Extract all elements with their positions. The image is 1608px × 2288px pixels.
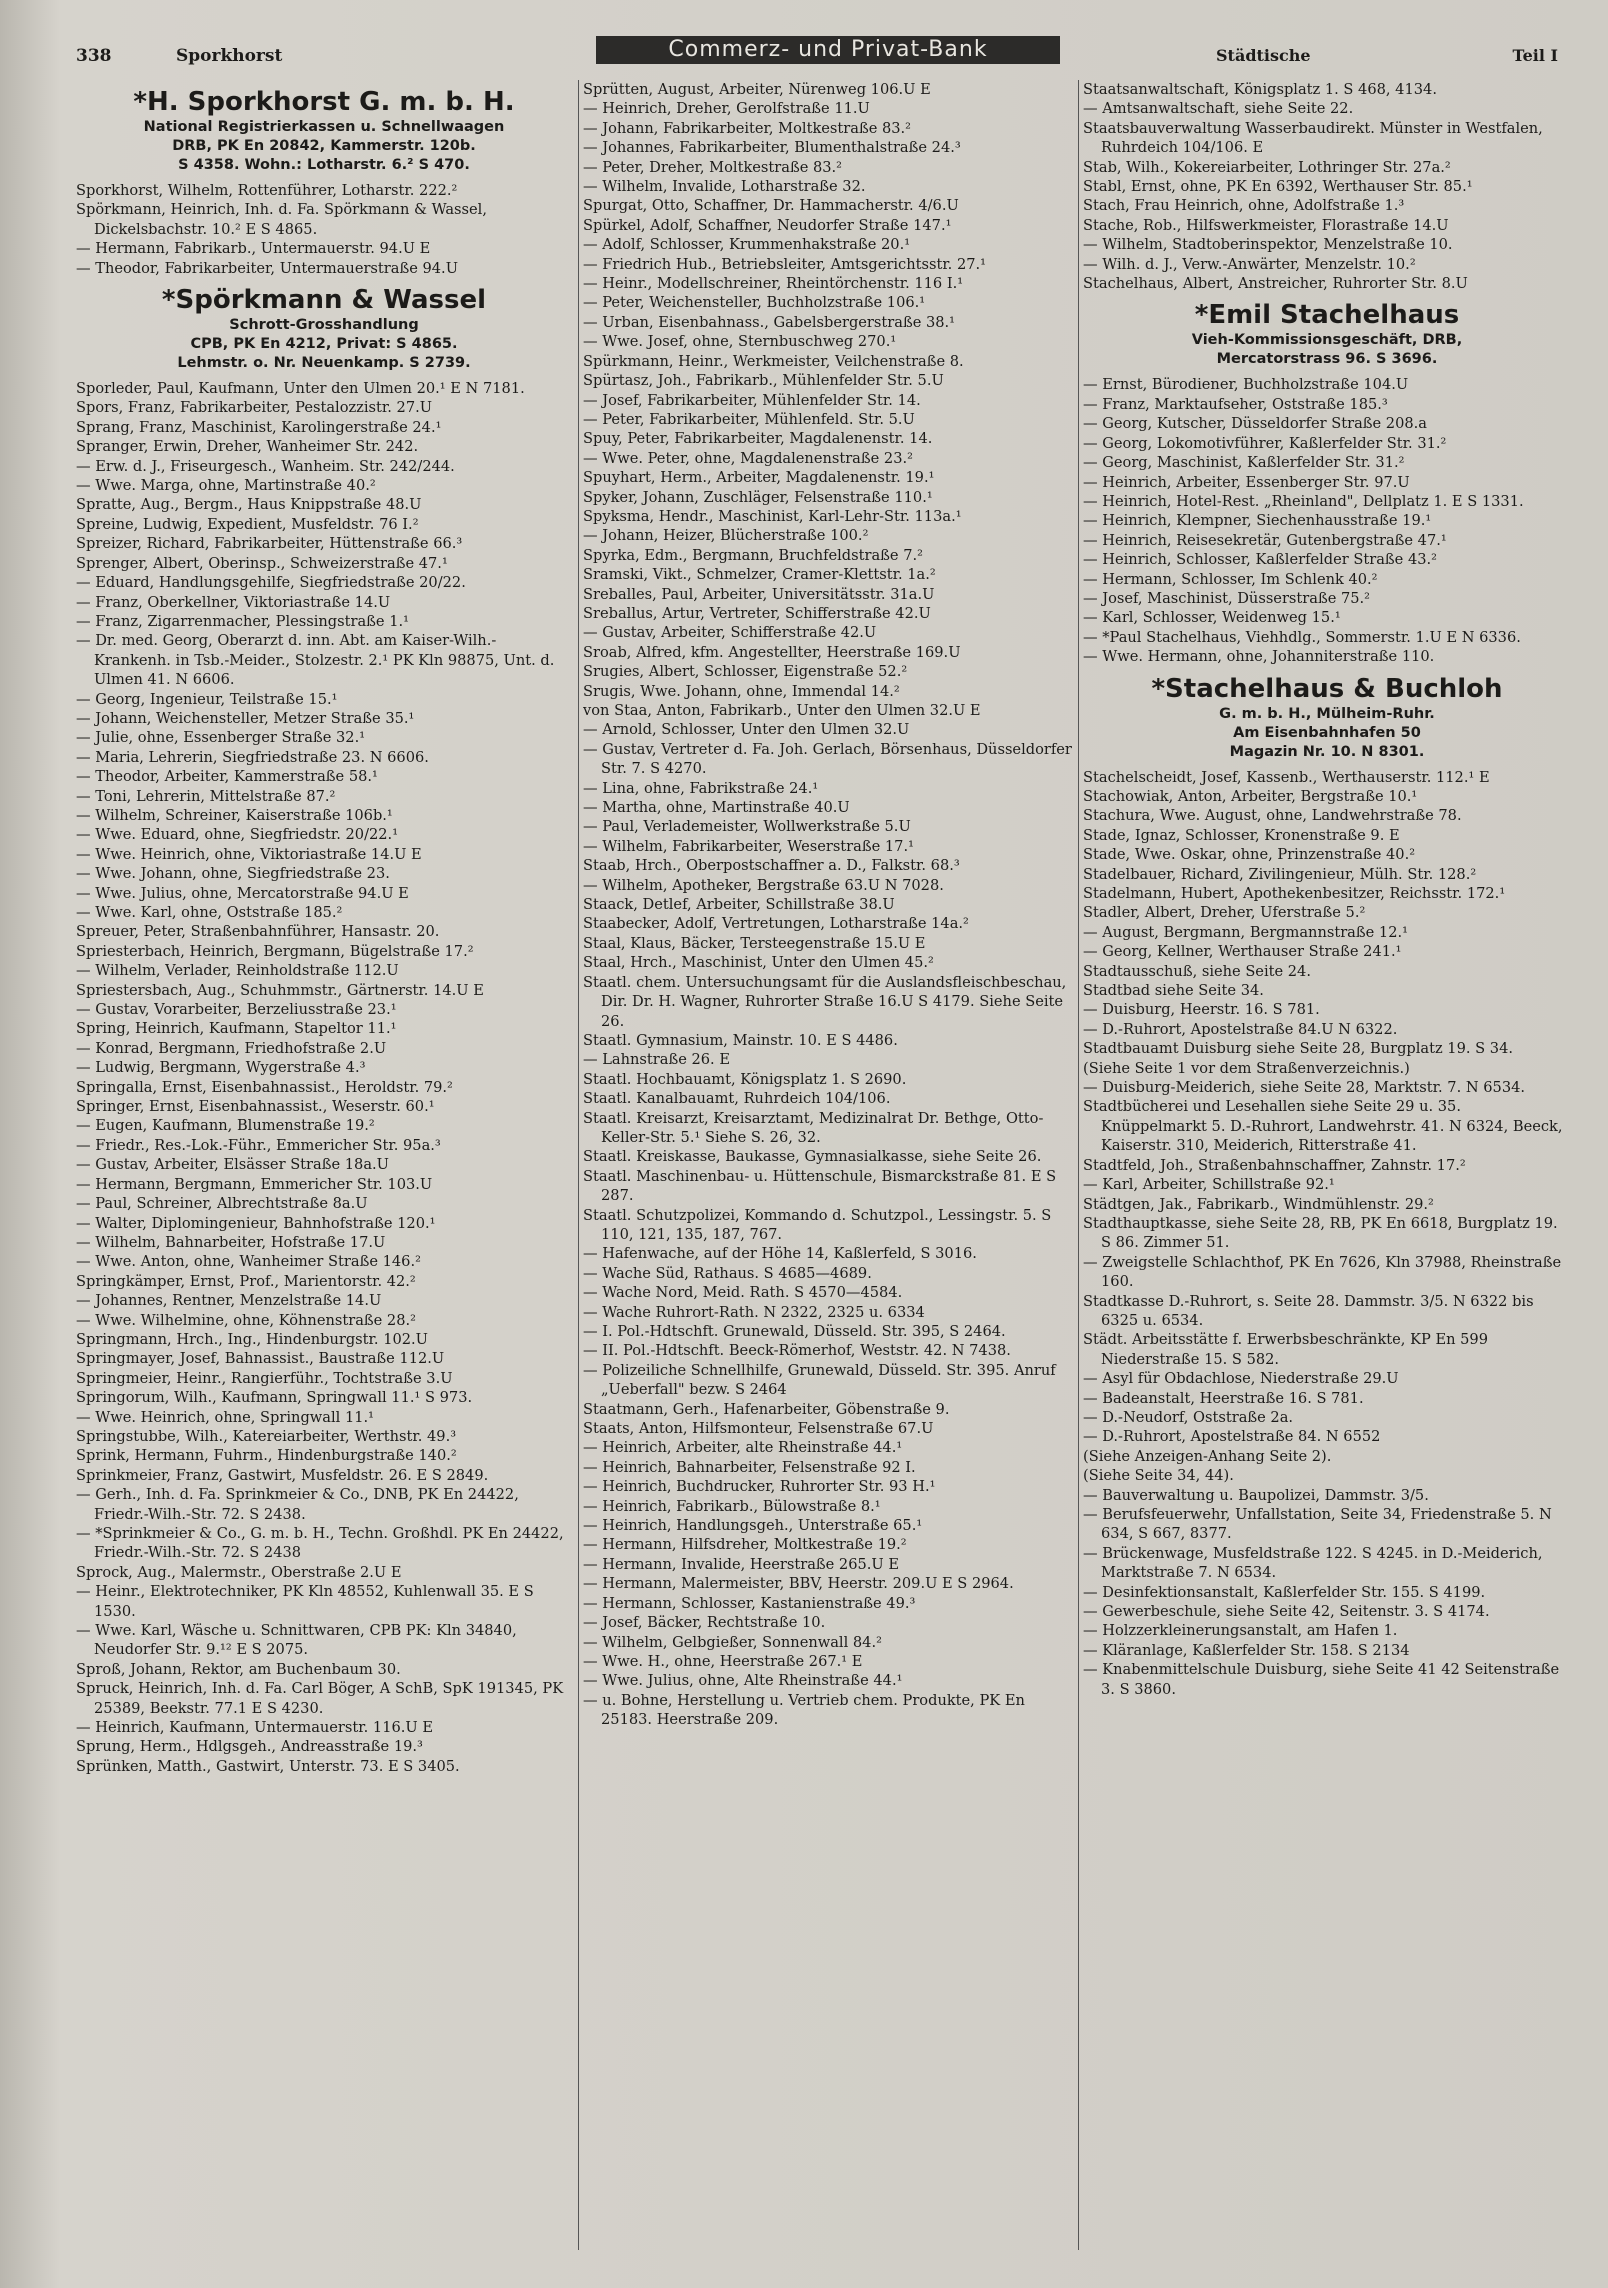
directory-entry: Sporkhorst, Wilhelm, Rottenführer, Lotharstr. 222.² [76, 182, 458, 199]
directory-entry: — Polizeiliche Schnellhilfe, Grunewald, Düsseld. Str. 395. Anruf „Ueberfall" bezw. S 2464 [583, 1361, 1056, 1399]
directory-entry: Sprock, Aug., Malermstr., Oberstraße 2.U E [76, 1563, 402, 1581]
directory-entry: — Lina, ohne, Fabrikstraße 24.¹ [583, 779, 819, 797]
directory-entry: Spyker, Johann, Zuschläger, Felsenstraße 110.¹ [583, 488, 933, 506]
directory-entry: — Hermann, Hilfsdreher, Moltkestraße 19.² [583, 1536, 907, 1554]
entry-list [1083, 375, 1571, 666]
header-center-word: Städtische [1216, 46, 1311, 65]
directory-entry: Sreballes, Paul, Arbeiter, Universitätsstr. 31a.U [583, 585, 935, 603]
directory-entry: — Wwe. Julius, ohne, Alte Rheinstraße 44.¹ [583, 1672, 903, 1690]
directory-entry: — Wwe. Johann, ohne, Siegfriedstraße 23. [76, 865, 390, 883]
directory-entry: — Walter, Diplomingenieur, Bahnhofstraße 120.¹ [76, 1214, 436, 1232]
directory-entry: Staack, Detlef, Arbeiter, Schillstraße 38.U [583, 896, 895, 914]
directory-entry: — Heinrich, Bahnarbeiter, Felsenstraße 92 I. [583, 1458, 916, 1476]
directory-entry: — Eduard, Handlungsgehilfe, Siegfriedstraße 20/22. [76, 574, 466, 592]
directory-entry: — Dr. med. Georg, Oberarzt d. inn. Abt. am Kaiser-Wilh.-Krankenh. in Tsb.-Meider., Stolzestr. 2.¹ PK Kln 98875, Unt. d. Ulmen 41. N 6606. [76, 632, 555, 689]
directory-entry: — Berufsfeuerwehr, Unfallstation, Seite 34, Friedenstraße 5. N 634, S 667, 8377. [1083, 1506, 1552, 1543]
directory-entry: — Kläranlage, Kaßlerfelder Str. 158. S 2134 [1083, 1641, 1410, 1659]
directory-entry: (Siehe Anzeigen-Anhang Seite 2). [1083, 1447, 1332, 1465]
directory-entry: Spürtasz, Joh., Fabrikarb., Mühlenfelder Str. 5.U [583, 372, 944, 390]
directory-entry: Staatl. Maschinenbau- u. Hüttenschule, Bismarckstraße 81. E S 287. [583, 1167, 1057, 1205]
directory-entry: — Hermann, Schlosser, Kastanienstraße 49.³ [583, 1594, 916, 1612]
directory-entry: — Gustav, Vorarbeiter, Berzeliusstraße 23.¹ [76, 1001, 397, 1019]
directory-entry: — Josef, Bäcker, Rechtstraße 10. [583, 1614, 826, 1632]
directory-entry: — Johann, Heizer, Blücherstraße 100.² [583, 527, 869, 545]
directory-entry: Städt. Arbeitsstätte f. Erwerbsbeschränkte, KP En 599 Niederstraße 15. S 582. [1083, 1331, 1488, 1368]
header-left-word: Sporkhorst [176, 46, 283, 66]
directory-entry: — Ernst, Bürodiener, Buchholzstraße 104.U [1083, 376, 1409, 394]
directory-entry: — Duisburg, Heerstr. 16. S 781. [1083, 1001, 1320, 1019]
directory-entry: Sproß, Johann, Rektor, am Buchenbaum 30. [76, 1660, 401, 1678]
directory-entry: — Wilhelm, Fabrikarbeiter, Weserstraße 17.¹ [583, 837, 914, 855]
directory-entry: Staatl. Kanalbauamt, Ruhrdeich 104/106. [583, 1090, 891, 1108]
directory-entry: Springorum, Wilh., Kaufmann, Springwall 11.¹ S 973. [76, 1389, 473, 1407]
directory-entry: — u. Bohne, Herstellung u. Vertrieb chem. Produkte, PK En 25183. Heerstraße 209. [583, 1691, 1025, 1729]
directory-entry: — I. Pol.-Hdtschft. Grunewald, Düsseld. Str. 395, S 2464. [583, 1323, 1006, 1340]
directory-entry: — Lahnstraße 26. E [583, 1051, 730, 1069]
directory-entry: Staatl. Hochbauamt, Königsplatz 1. S 2690. [583, 1070, 907, 1088]
directory-entry: Spriestersbach, Aug., Schuhmmstr., Gärtnerstr. 14.U E [76, 981, 484, 999]
directory-entry: Spors, Franz, Fabrikarbeiter, Pestalozzistr. 27.U [76, 399, 433, 417]
directory-entry: Stade, Wwe. Oskar, ohne, Prinzenstraße 40.² [1083, 846, 1416, 864]
directory-entry: — Heinrich, Klempner, Siechenhausstraße 19.¹ [1083, 512, 1432, 530]
directory-entry: — Arnold, Schlosser, Unter den Ulmen 32.U [583, 721, 910, 739]
directory-entry: — Wilhelm, Invalide, Lotharstraße 32. [583, 178, 866, 196]
directory-entry: Stab, Wilh., Kokereiarbeiter, Lothringer Str. 27a.² [1083, 158, 1451, 176]
header-right-word: Teil I [1512, 46, 1558, 65]
directory-entry: von Staa, Anton, Fabrikarb., Unter den Ulmen 32.U E [583, 702, 981, 719]
directory-entry: — Johann, Fabrikarbeiter, Moltkestraße 83.² [583, 119, 912, 137]
directory-entry: — Wwe. Julius, ohne, Mercatorstraße 94.U E [76, 884, 409, 902]
directory-entry: — II. Pol.-Hdtschft. Beeck-Römerhof, Weststr. 42. N 7438. [583, 1342, 1011, 1360]
directory-entry: — Peter, Dreher, Moltkestraße 83.² [583, 158, 843, 176]
directory-entry: — Ludwig, Bergmann, Wygerstraße 4.³ [76, 1059, 366, 1077]
directory-entry: (Siehe Seite 1 vor dem Straßenverzeichnis.) [1083, 1059, 1410, 1077]
advert-stachelhaus-buchloh [1083, 673, 1571, 762]
directory-entry: — Wwe. Peter, ohne, Magdalenenstraße 23.² [583, 449, 913, 467]
directory-entry: Staatsbauverwaltung Wasserbaudirekt. Münster in Westfalen, Ruhrdeich 104/106. E [1083, 119, 1543, 157]
directory-entry: Srugis, Wwe. Johann, ohne, Immendal 14.² [583, 682, 900, 700]
directory-entry: — Georg, Kutscher, Düsseldorfer Straße 208.a [1083, 415, 1427, 433]
directory-entry: Spörkmann, Heinrich, Inh. d. Fa. Spörkmann & Wassel, Dickelsbachstr. 10.² E S 4865. [76, 201, 487, 238]
directory-entry: Stadtbauamt Duisburg siehe Seite 28, Burgplatz 19. S 34. [1083, 1040, 1514, 1058]
directory-entry: — Heinr., Elektrotechniker, PK Kln 48552, Kuhlenwall 35. E S 1530. [76, 1583, 534, 1620]
advert-line: Vieh-Kommissionsgeschäft, DRB, [1191, 332, 1463, 349]
advert-line: CPB, PK En 4212, Privat: S 4865. [190, 336, 458, 353]
directory-entry: Stach, Frau Heinrich, ohne, Adolfstraße 1.³ [1083, 197, 1405, 215]
directory-entry: — Brückenwage, Musfeldstraße 122. S 4245. in D.-Meiderich, Marktstraße 7. N 6534. [1083, 1544, 1543, 1582]
directory-entry: — Gustav, Arbeiter, Elsässer Straße 18a.U [76, 1156, 389, 1174]
directory-entry: — Paul, Verlademeister, Wollwerkstraße 5.U [583, 818, 911, 836]
directory-entry: — Heinrich, Arbeiter, Essenberger Str. 97.U [1083, 473, 1410, 491]
directory-entry: — Hermann, Fabrikarb., Untermauerstr. 94.U E [76, 240, 431, 258]
directory-entry: — Holzzerkleinerungsanstalt, am Hafen 1. [1083, 1622, 1398, 1640]
directory-entry: — Wwe. Karl, Wäsche u. Schnittwaren, CPB PK: Kln 34840, Neudorfer Str. 9.¹² E S 2075. [76, 1622, 517, 1659]
directory-entry: — Martha, ohne, Martinstraße 40.U [583, 799, 850, 817]
directory-entry: Springmayer, Josef, Bahnassist., Baustraße 112.U [76, 1350, 445, 1368]
advert-title: *H. Sporkhorst G. m. b. H. [133, 87, 515, 117]
directory-entry: Sprünken, Matth., Gastwirt, Unterstr. 73. E S 3405. [76, 1757, 460, 1775]
directory-entry: — Paul, Schreiner, Albrechtstraße 8a.U [76, 1195, 368, 1213]
directory-entry: Stade, Ignaz, Schlosser, Kronenstraße 9. E [1083, 826, 1400, 844]
directory-entry: Springer, Ernst, Eisenbahnassist., Weserstr. 60.¹ [76, 1098, 435, 1116]
directory-entry: Stachowiak, Anton, Arbeiter, Bergstraße 10.¹ [1083, 787, 1418, 805]
advert-emil-stachelhaus [1083, 299, 1571, 369]
directory-entry: Sprütten, August, Arbeiter, Nürenweg 106.U E [583, 81, 931, 98]
directory-entry: — Wilh. d. J., Verw.-Anwärter, Menzelstr. 10.² [1083, 255, 1416, 273]
directory-entry: Staatl. Kreisarzt, Kreisarztamt, Medizinalrat Dr. Bethge, Otto-Keller-Str. 5.¹ Siehe S. 26, 32. [583, 1109, 1044, 1146]
directory-entry: — D.-Ruhrort, Apostelstraße 84.U N 6322. [1083, 1020, 1398, 1038]
directory-entry: — Friedrich Hub., Betriebsleiter, Amtsgerichtsstr. 27.¹ [583, 255, 987, 273]
directory-entry: Staatmann, Gerh., Hafenarbeiter, Göbenstraße 9. [583, 1400, 950, 1418]
directory-entry: Spruck, Heinrich, Inh. d. Fa. Carl Böger, A SchB, SpK 191345, PK 25389, Beekstr. 77.1 E S 4230. [76, 1680, 564, 1717]
column-1 [76, 80, 572, 2250]
directory-entry: Staab, Hrch., Oberpostschaffner a. D., Falkstr. 68.³ [583, 857, 960, 875]
directory-entry: — Urban, Eisenbahnass., Gabelsbergerstraße 38.¹ [583, 313, 956, 331]
directory-entry: — Wache Nord, Meid. Rath. S 4570—4584. [583, 1284, 903, 1302]
directory-entry: Staal, Klaus, Bäcker, Tersteegenstraße 15.U E [583, 934, 926, 952]
directory-entry: Staatl. Gymnasium, Mainstr. 10. E S 4486. [583, 1031, 898, 1049]
advert-title: *Emil Stachelhaus [1194, 300, 1460, 331]
directory-entry: — Zweigstelle Schlachthof, PK En 7626, Kln 37988, Rheinstraße 160. [1083, 1253, 1562, 1291]
entry-list [1083, 768, 1571, 1700]
directory-entry: — Karl, Arbeiter, Schillstraße 92.¹ [1083, 1176, 1335, 1194]
directory-entry: — Wwe. Karl, ohne, Oststraße 185.² [76, 904, 343, 921]
directory-entry: Stabl, Ernst, ohne, PK En 6392, Werthauser Str. 85.¹ [1083, 178, 1473, 196]
directory-entry: Sprinkmeier, Franz, Gastwirt, Musfeldstr. 26. E S 2849. [76, 1466, 489, 1484]
directory-entry: — Peter, Weichensteller, Buchholzstraße 106.¹ [583, 294, 926, 312]
directory-entry: Staal, Hrch., Maschinist, Unter den Ulmen 45.² [583, 954, 934, 972]
entry-list [76, 181, 572, 278]
advert-line: Schrott-Grosshandlung [229, 317, 419, 334]
directory-entry: — Wilhelm, Gelbgießer, Sonnenwall 84.² [583, 1633, 882, 1651]
directory-entry: — Gewerbeschule, siehe Seite 42, Seitenstr. 3. S 4174. [1083, 1603, 1490, 1621]
directory-entry: Sprink, Hermann, Fuhrm., Hindenburgstraße 140.² [76, 1447, 457, 1465]
directory-entry: — Bauverwaltung u. Baupolizei, Dammstr. 3/5. [1083, 1486, 1429, 1504]
directory-entry: — Wilhelm, Bahnarbeiter, Hofstraße 17.U [76, 1233, 386, 1251]
directory-entry: Stachelhaus, Albert, Anstreicher, Ruhrorter Str. 8.U [1083, 275, 1468, 293]
advert-line: Magazin Nr. 10. N 8301. [1229, 743, 1425, 760]
directory-entry: — Adolf, Schlosser, Krummenhakstraße 20.¹ [583, 236, 911, 254]
directory-entry: Städtgen, Jak., Fabrikarb., Windmühlenstr. 29.² [1083, 1195, 1434, 1213]
entry-list [76, 379, 572, 1776]
directory-entry: — Theodor, Fabrikarbeiter, Untermauerstraße 94.U [76, 259, 458, 277]
page-number: 338 [76, 46, 112, 66]
directory-entry: Stadtbücherei und Lesehallen siehe Seite 29 u. 35. Knüppelmarkt 5. D.-Ruhrort, Landwehrstr. 41. N 6324, Beeck, Kaiserstr. 310, Meiderich, Ritterstraße 41. [1083, 1098, 1563, 1155]
directory-entry: Spuy, Peter, Fabrikarbeiter, Magdalenenstr. 14. [583, 430, 933, 448]
directory-entry: Stadler, Albert, Dreher, Uferstraße 5.² [1083, 904, 1366, 922]
directory-entry: — Gustav, Vertreter d. Fa. Joh. Gerlach, Börsenhaus, Düsseldorfer Str. 7. S 4270. [583, 740, 1072, 778]
directory-entry: Stadtkasse D.-Ruhrort, s. Seite 28. Dammstr. 3/5. N 6322 bis 6325 u. 6534. [1083, 1292, 1534, 1329]
directory-entry: — Heinrich, Arbeiter, alte Rheinstraße 44.¹ [583, 1439, 903, 1457]
directory-entry: — Hermann, Malermeister, BBV, Heerstr. 209.U E S 2964. [583, 1575, 1014, 1593]
directory-entry: — Wwe. Wilhelmine, ohne, Köhnenstraße 28.² [76, 1311, 416, 1329]
advert-title: *Spörkmann & Wassel [161, 285, 487, 316]
column-2 [578, 80, 1077, 2250]
advert-line: G. m. b. H., Mülheim-Ruhr. [1219, 705, 1435, 722]
directory-entry: Spring, Heinrich, Kaufmann, Stapeltor 11.¹ [76, 1020, 397, 1038]
directory-entry: — Georg, Ingenieur, Teilstraße 15.¹ [76, 690, 338, 708]
directory-entry: — Heinrich, Dreher, Gerolfstraße 11.U [583, 100, 870, 118]
directory-entry: Springalla, Ernst, Eisenbahnassist., Heroldstr. 79.² [76, 1078, 453, 1096]
directory-entry: Staatl. chem. Untersuchungsamt für die Auslandsfleischbeschau, Dir. Dr. H. Wagner, Ruhrorter Straße 16.U S 4179. Siehe Seite 26. [583, 973, 1067, 1030]
directory-entry: Springmann, Hrch., Ing., Hindenburgstr. 102.U [76, 1330, 428, 1348]
advert-line: DRB, PK En 20842, Kammerstr. 120b. [172, 138, 476, 154]
directory-entry: — Wwe. H., ohne, Heerstraße 267.¹ E [583, 1652, 863, 1670]
directory-entry: Spyksma, Hendr., Maschinist, Karl-Lehr-Str. 113a.¹ [583, 507, 962, 525]
directory-entry: Stadtfeld, Joh., Straßenbahnschaffner, Zahnstr. 17.² [1083, 1156, 1466, 1174]
directory-entry: Staatsanwaltschaft, Königsplatz 1. S 468, 4134. [1083, 81, 1437, 98]
directory-entry: — Franz, Oberkellner, Viktoriastraße 14.U [76, 593, 391, 611]
directory-entry: — Georg, Kellner, Werthauser Straße 241.¹ [1083, 943, 1402, 961]
advert-line: Am Eisenbahnhafen 50 [1233, 724, 1421, 741]
directory-entry: — Wilhelm, Verlader, Reinholdstraße 112.U [76, 962, 399, 980]
directory-entry: Srugies, Albert, Schlosser, Eigenstraße 52.² [583, 663, 908, 681]
directory-entry: Spranger, Erwin, Dreher, Wanheimer Str. 242. [76, 438, 419, 456]
directory-entry: Springmeier, Heinr., Rangierführ., Tochtstraße 3.U [76, 1369, 453, 1387]
directory-entry: Staatl. Kreiskasse, Baukasse, Gymnasialkasse, siehe Seite 26. [583, 1148, 1042, 1166]
directory-entry: — August, Bergmann, Bergmannstraße 12.¹ [1083, 923, 1408, 941]
directory-entry: Stadtausschuß, siehe Seite 24. [1083, 962, 1311, 980]
directory-entry: — Friedr., Res.-Lok.-Führ., Emmericher Str. 95a.³ [76, 1136, 441, 1154]
directory-entry: Spreuer, Peter, Straßenbahnführer, Hansastr. 20. [76, 923, 440, 941]
entry-list [1083, 80, 1571, 293]
directory-entry: Spriesterbach, Heinrich, Bergmann, Bügelstraße 17.² [76, 942, 474, 960]
directory-entry: Staatl. Schutzpolizei, Kommando d. Schutzpol., Lessingstr. 5. S 110, 121, 135, 187, 767. [583, 1206, 1052, 1243]
directory-entry: — Josef, Fabrikarbeiter, Mühlenfelder Str. 14. [583, 391, 921, 409]
advert-spoerkmann-wassel [76, 284, 572, 373]
directory-entry: Sprang, Franz, Maschinist, Karolingerstraße 24.¹ [76, 418, 442, 436]
advert-sporkhorst [76, 86, 572, 175]
directory-entry: — Wache Süd, Rathaus. S 4685—4689. [583, 1264, 872, 1282]
directory-entry: — Wilhelm, Schreiner, Kaiserstraße 106b.¹ [76, 806, 393, 824]
directory-entry: — Desinfektionsanstalt, Kaßlerfelder Str. 155. S 4199. [1083, 1583, 1486, 1601]
directory-entry: Staats, Anton, Hilfsmonteur, Felsenstraße 67.U [583, 1420, 934, 1438]
directory-entry: — Georg, Maschinist, Kaßlerfelder Str. 31.² [1083, 454, 1405, 472]
directory-entry: Stadthauptkasse, siehe Seite 28, RB, PK En 6618, Burgplatz 19. S 86. Zimmer 51. [1083, 1214, 1558, 1252]
advert-line: Mercatorstrass 96. S 3696. [1216, 351, 1438, 368]
directory-entry: Spuyhart, Herm., Arbeiter, Magdalenenstr. 19.¹ [583, 469, 935, 487]
directory-entry: — Franz, Zigarrenmacher, Plessingstraße 1.¹ [76, 612, 409, 630]
directory-entry: Stadelmann, Hubert, Apothekenbesitzer, Reichsstr. 172.¹ [1083, 885, 1506, 902]
directory-entry: — Georg, Lokomotivführer, Kaßlerfelder Str. 31.² [1083, 434, 1447, 452]
directory-entry: — Hermann, Bergmann, Emmericher Str. 103.U [76, 1175, 433, 1193]
directory-entry: — Amtsanwaltschaft, siehe Seite 22. [1083, 100, 1354, 118]
directory-entry: Sroab, Alfred, kfm. Angestellter, Heerstraße 169.U [583, 643, 961, 661]
directory-entry: — Heinrich, Kaufmann, Untermauerstr. 116.U E [76, 1719, 433, 1737]
advert-line: S 4358. Wohn.: Lotharstr. 6.² S 470. [178, 157, 470, 173]
directory-entry: — Hermann, Invalide, Heerstraße 265.U E [583, 1555, 900, 1573]
directory-entry: — Konrad, Bergmann, Friedhofstraße 2.U [76, 1039, 387, 1057]
directory-entry: — Johannes, Rentner, Menzelstraße 14.U [76, 1292, 382, 1310]
directory-entry: — Johann, Weichensteller, Metzer Straße 35.¹ [76, 709, 415, 727]
directory-entry: — Wwe. Marga, ohne, Martinstraße 40.² [76, 477, 376, 495]
advert-line: Lehmstr. o. Nr. Neuenkamp. S 2739. [177, 355, 471, 372]
directory-entry: — Eugen, Kaufmann, Blumenstraße 19.² [76, 1117, 375, 1135]
page-header [76, 36, 1572, 70]
directory-entry: — Hafenwache, auf der Höhe 14, Kaßlerfeld, S 3016. [583, 1245, 977, 1263]
directory-entry: Sprenger, Albert, Oberinsp., Schweizerstraße 47.¹ [76, 554, 448, 572]
directory-entry: — Maria, Lehrerin, Siegfriedstraße 23. N 6606. [76, 748, 429, 766]
header-banner: Commerz- und Privat-Bank [596, 36, 1060, 64]
directory-entry: — Heinrich, Handlungsgeh., Unterstraße 65.¹ [583, 1517, 923, 1535]
directory-entry: Sreballus, Artur, Vertreter, Schifferstraße 42.U [583, 604, 931, 622]
directory-entry: — Wwe. Josef, ohne, Sternbuschweg 270.¹ [583, 333, 897, 351]
directory-entry: — Heinr., Modellschreiner, Rheintörchenstr. 116 I.¹ [583, 275, 964, 293]
directory-entry: — Josef, Maschinist, Düsserstraße 75.² [1083, 589, 1371, 607]
directory-entry: Springstubbe, Wilh., Katereiarbeiter, Werthstr. 49.³ [76, 1427, 457, 1445]
directory-entry: Staabecker, Adolf, Vertretungen, Lotharstraße 14a.² [583, 915, 969, 933]
directory-entry: — Erw. d. J., Friseurgesch., Wanheim. Str. 242/244. [76, 457, 455, 475]
directory-entry: — D.-Ruhrort, Apostelstraße 84. N 6552 [1083, 1428, 1381, 1446]
directory-entry: — Heinrich, Buchdrucker, Ruhrorter Str. 93 H.¹ [583, 1478, 936, 1496]
directory-entry: Stadtbad siehe Seite 34. [1083, 982, 1264, 1000]
directory-entry: Stadelbauer, Richard, Zivilingenieur, Mülh. Str. 128.² [1083, 865, 1477, 883]
directory-entry: — *Sprinkmeier & Co., G. m. b. H., Techn. Großhdl. PK En 24422, Friedr.-Wilh.-Str. 72. S 2438 [76, 1525, 564, 1562]
directory-entry: — *Paul Stachelhaus, Viehhdlg., Sommerstr. 1.U E N 6336. [1083, 628, 1521, 646]
columns [76, 80, 1572, 2250]
advert-title: *Stachelhaus & Buchloh [1151, 673, 1503, 704]
directory-entry: — Heinrich, Hotel-Rest. „Rheinland", Dellplatz 1. E S 1331. [1083, 492, 1524, 510]
directory-entry: — Heinrich, Fabrikarb., Bülowstraße 8.¹ [583, 1497, 881, 1515]
directory-entry: — Hermann, Schlosser, Im Schlenk 40.² [1083, 570, 1378, 588]
directory-entry: Stachura, Wwe. August, ohne, Landwehrstraße 78. [1083, 807, 1462, 825]
directory-entry: Spratte, Aug., Bergm., Haus Knippstraße 48.U [76, 496, 422, 514]
directory-entry: Sprung, Herm., Hdlgsgeh., Andreasstraße 19.³ [76, 1738, 423, 1756]
directory-entry: (Siehe Seite 34, 44). [1083, 1467, 1234, 1485]
directory-entry: — Knabenmittelschule Duisburg, siehe Seite 41 42 Seitenstraße 3. S 3860. [1083, 1661, 1560, 1698]
directory-entry: — Wwe. Hermann, ohne, Johanniterstraße 110. [1083, 648, 1435, 666]
directory-entry: — Wwe. Heinrich, ohne, Springwall 11.¹ [76, 1408, 375, 1426]
directory-entry: — Wwe. Heinrich, ohne, Viktoriastraße 14.U E [76, 845, 422, 863]
directory-entry: Springkämper, Ernst, Prof., Marientorstr. 42.² [76, 1272, 416, 1290]
entry-list [583, 80, 1077, 1730]
directory-entry: Spreine, Ludwig, Expedient, Musfeldstr. 76 I.² [76, 515, 419, 533]
directory-entry: — Gustav, Arbeiter, Schifferstraße 42.U [583, 624, 877, 642]
directory-entry: — Duisburg-Meiderich, siehe Seite 28, Marktstr. 7. N 6534. [1083, 1079, 1526, 1097]
directory-entry: — Wilhelm, Apotheker, Bergstraße 63.U N 7028. [583, 876, 944, 894]
directory-entry: Spreizer, Richard, Fabrikarbeiter, Hüttenstraße 66.³ [76, 535, 463, 553]
directory-entry: Spyrka, Edm., Bergmann, Bruchfeldstraße 7.² [583, 546, 923, 564]
directory-entry: Spurgat, Otto, Schaffner, Dr. Hammacherstr. 4/6.U [583, 197, 959, 215]
directory-entry: — D.-Neudorf, Oststraße 2a. [1083, 1408, 1294, 1426]
directory-entry: Sramski, Vikt., Schmelzer, Cramer-Klettstr. 1a.² [583, 566, 936, 584]
column-3 [1078, 80, 1571, 2250]
directory-entry: Sporleder, Paul, Kaufmann, Unter den Ulmen 20.¹ E N 7181. [76, 380, 525, 398]
directory-entry: — Wwe. Eduard, ohne, Siegfriedstr. 20/22.¹ [76, 826, 399, 844]
directory-entry: — Asyl für Obdachlose, Niederstraße 29.U [1083, 1370, 1399, 1388]
directory-entry: — Wilhelm, Stadtoberinspektor, Menzelstraße 10. [1083, 236, 1453, 254]
directory-entry: Spürkmann, Heinr., Werkmeister, Veilchenstraße 8. [583, 352, 964, 370]
directory-entry: — Franz, Marktaufseher, Oststraße 185.³ [1083, 395, 1388, 413]
directory-entry: — Badeanstalt, Heerstraße 16. S 781. [1083, 1389, 1364, 1407]
directory-entry: — Wwe. Anton, ohne, Wanheimer Straße 146.² [76, 1253, 421, 1271]
advert-line: National Registrierkassen u. Schnellwaagen [143, 119, 505, 135]
directory-entry: — Toni, Lehrerin, Mittelstraße 87.² [76, 787, 336, 805]
directory-entry: — Gerh., Inh. d. Fa. Sprinkmeier & Co., DNB, PK En 24422, Friedr.-Wilh.-Str. 72. S 2438. [76, 1486, 519, 1523]
directory-entry: — Johannes, Fabrikarbeiter, Blumenthalstraße 24.³ [583, 139, 961, 157]
directory-entry: Stache, Rob., Hilfswerkmeister, Florastraße 14.U [1083, 216, 1449, 234]
directory-entry: — Heinrich, Schlosser, Kaßlerfelder Straße 43.² [1083, 551, 1437, 569]
directory-entry: — Heinrich, Reisesekretär, Gutenbergstraße 47.¹ [1083, 531, 1447, 549]
directory-entry: Spürkel, Adolf, Schaffner, Neudorfer Straße 147.¹ [583, 216, 952, 234]
directory-entry: — Theodor, Arbeiter, Kammerstraße 58.¹ [76, 768, 378, 786]
directory-entry: — Wache Ruhrort-Rath. N 2322, 2325 u. 6334 [583, 1303, 925, 1321]
directory-entry: — Karl, Schlosser, Weidenweg 15.¹ [1083, 609, 1341, 627]
directory-entry: — Peter, Fabrikarbeiter, Mühlenfeld. Str. 5.U [583, 410, 915, 428]
directory-entry: — Julie, ohne, Essenberger Straße 32.¹ [76, 729, 366, 747]
directory-entry: Stachelscheidt, Josef, Kassenb., Werthauserstr. 112.¹ E [1083, 768, 1490, 786]
